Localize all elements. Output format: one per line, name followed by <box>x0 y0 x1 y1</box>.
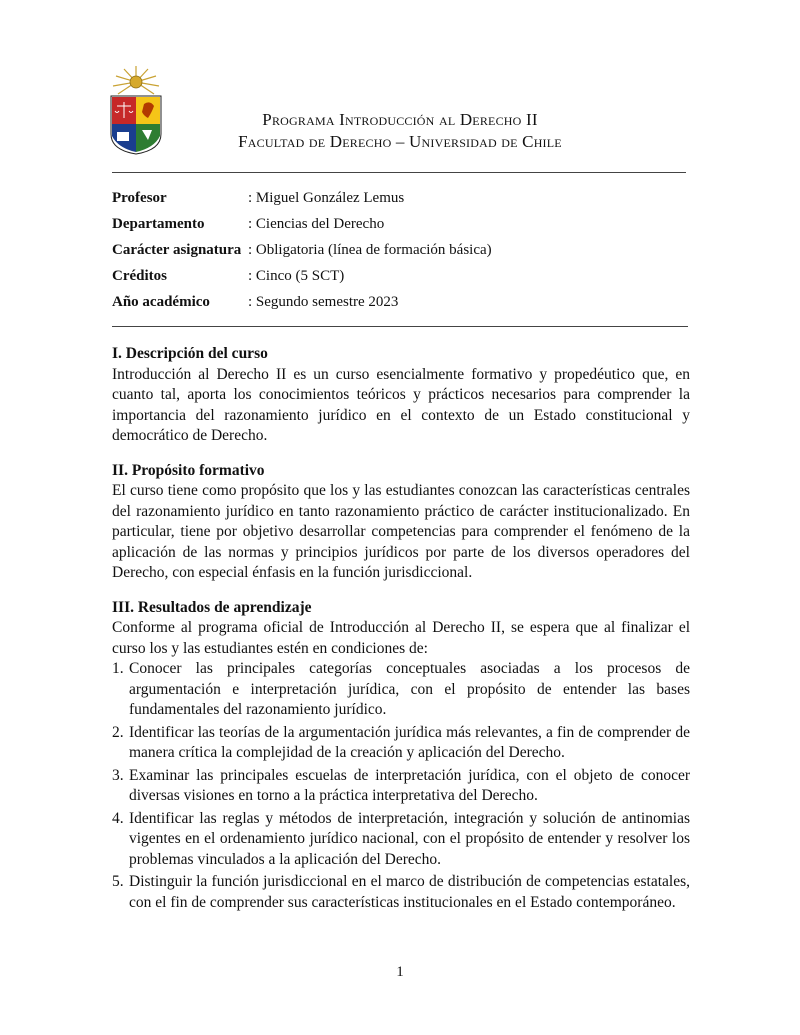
info-row-caracter <box>112 240 692 266</box>
document-title-line-2: Facultad de Derecho – Universidad de Chile <box>238 132 562 151</box>
section-proposito <box>112 461 690 584</box>
list-item-number: 2. <box>112 723 124 741</box>
section-paragraph: El curso tiene como propósito que los y las estudiantes conozcan las características centrales del razonamiento jurídico en tanto razonamiento práctico de carácter institucionalizado. En particular, tiene por objetivo desarrollar competencias para comprender el fenómeno de la aplicación de las normas y principios jurídicos por parte de los diversos operadores del Derecho, con especial énfasis en la función jurisdiccional. <box>112 482 690 581</box>
page-number: 1 <box>396 964 404 980</box>
list-item <box>112 766 690 807</box>
info-row-ano-academico <box>112 292 692 318</box>
document-body <box>112 344 690 927</box>
info-row-departamento <box>112 214 692 240</box>
university-crest-logo <box>108 64 164 156</box>
list-item-number: 3. <box>112 766 124 784</box>
list-item-text: Examinar las principales escuelas de interpretación jurídica, con el objeto de conocer diversas visiones en torno a la práctica interpretativa del Derecho. <box>129 766 690 804</box>
info-label: Carácter asignatura <box>112 242 242 258</box>
list-item <box>112 872 690 913</box>
course-info-table <box>112 188 692 318</box>
header-divider <box>112 172 686 173</box>
info-value: : Obligatoria (línea de formación básica) <box>248 242 492 258</box>
list-item-text: Identificar las teorías de la argumentación jurídica más relevantes, a fin de comprender de manera crítica la complejidad de la creación y aplicación del Derecho. <box>129 723 690 761</box>
info-row-profesor <box>112 188 692 214</box>
info-row-creditos <box>112 266 692 292</box>
section-descripcion <box>112 344 690 447</box>
list-item-text: Conocer las principales categorías conceptuales asociadas a los procesos de argumentación e interpretación jurídica, con el propósito de entender las bases fundamentales del razonamiento jurídico. <box>129 660 690 718</box>
info-value: : Segundo semestre 2023 <box>248 294 399 310</box>
info-label: Departamento <box>112 216 205 232</box>
list-item-number: 1. <box>112 660 124 677</box>
list-item <box>112 723 690 764</box>
list-item-text: Identificar las reglas y métodos de interpretación, integración y solución de antinomias vigentes en el ordenamiento jurídico nacional, con el propósito de entender y resolver los problemas vinculados a la aplicación del Derecho. <box>129 809 690 868</box>
info-label: Créditos <box>112 268 167 284</box>
info-value: : Ciencias del Derecho <box>248 216 385 232</box>
info-divider <box>112 326 688 327</box>
document-title-line-1: Programa Introducción al Derecho II <box>262 110 538 129</box>
info-label: Profesor <box>112 190 167 206</box>
learning-outcomes-list <box>112 659 690 913</box>
info-value: : Miguel González Lemus <box>248 190 405 206</box>
list-item-text: Distinguir la función jurisdiccional en el marco de distribución de competencias estatales, con el fin de comprender sus características institucionales en el Estado contemporáneo. <box>129 873 690 911</box>
info-label: Año académico <box>112 294 210 310</box>
section-heading: III. Resultados de aprendizaje <box>112 598 312 616</box>
info-value: : Cinco (5 SCT) <box>248 268 345 284</box>
list-item <box>112 659 690 721</box>
section-heading: I. Descripción del curso <box>112 345 268 362</box>
section-paragraph: Introducción al Derecho II es un curso esencialmente formativo y propedéutico que, en cuanto tal, aporta los conocimientos teóricos y prácticos necesarios para comprender la importancia del razonamiento jurídico en el contexto de un Estado constitucional y democrático de Derecho. <box>112 365 690 444</box>
section-heading: II. Propósito formativo <box>112 461 265 479</box>
list-item-number: 4. <box>112 809 124 827</box>
list-item-number: 5. <box>112 873 124 890</box>
section-resultados <box>112 598 690 914</box>
section-intro: Conforme al programa oficial de Introducción al Derecho II, se espera que al finalizar el curso los y las estudiantes estén en condiciones de: <box>112 619 690 657</box>
list-item <box>112 809 690 871</box>
